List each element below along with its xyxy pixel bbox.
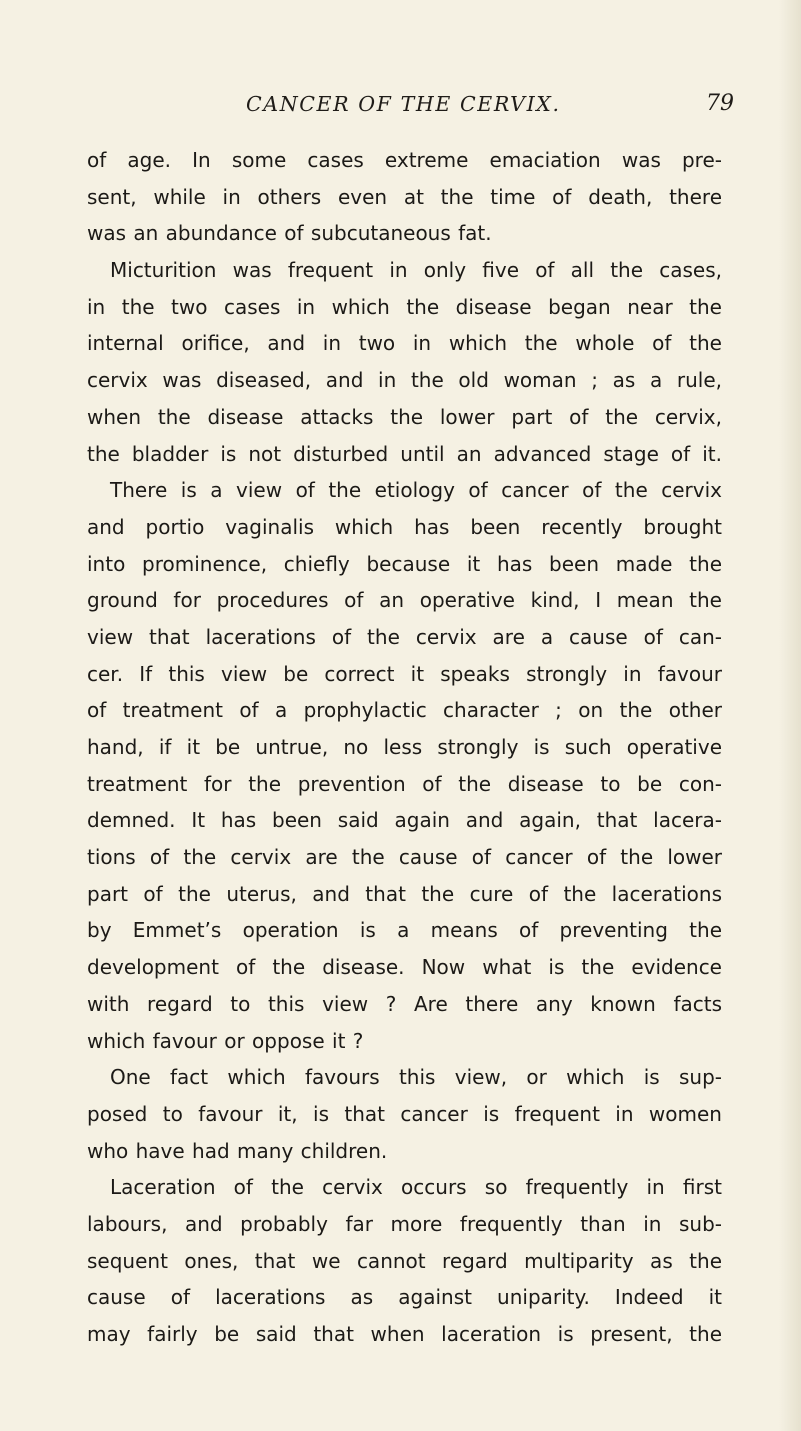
text-line: ground for procedures of an operative kind, I mean the [87,588,722,613]
running-head [0,92,801,126]
text-line: Micturition was frequent in only five of all the cases, [110,258,722,283]
body-text [87,142,722,1353]
text-line: part of the uterus, and that the cure of the lacerations [87,881,722,906]
text-line: treatment for the prevention of the disease to be con- [87,771,722,796]
text-line: of age. In some cases extreme emaciation was pre- [87,148,722,172]
text-line: cause of lacerations as against uniparity. Indeed it [87,1285,722,1310]
text-line: in the two cases in which the disease began near the [87,294,722,319]
text-line: labours, and probably far more frequently than in sub- [87,1211,722,1236]
text-line: view that lacerations of the cervix are a cause of can- [87,624,722,649]
text-line: by Emmet’s operation is a means of preventing the [87,918,722,943]
text-line: hand, if it be untrue, no less strongly is such operative [87,735,722,759]
text-line: with regard to this view ? Are there any known facts [87,991,722,1016]
text-line: of treatment of a prophylactic character ; on the other [87,698,722,723]
text-line: sent, while in others even at the time of death, there [87,184,722,209]
text-line: internal orifice, and in two in which the whole of the [87,331,722,356]
text-line: into prominence, chiefly because it has been made the [87,551,722,576]
text-line: who have had many children. [87,1138,388,1163]
text-line: development of the disease. Now what is the evidence [87,955,722,980]
text-line: tions of the cervix are the cause of cancer of the lower [87,845,722,870]
text-line: Laceration of the cervix occurs so frequently in first [110,1175,722,1200]
text-line: demned. It has been said again and again, that lacera- [87,808,722,833]
page-edge-shadow [779,0,801,1431]
text-line: which favour or oppose it ? [87,1028,364,1053]
running-title: CANCER OF THE CERVIX. [246,92,561,116]
text-line: may fairly be said that when laceration is present, the [87,1322,722,1346]
text-line: and portio vaginalis which has been recently brought [87,514,722,539]
text-line: when the disease attacks the lower part of the cervix, [87,404,722,429]
text-line: posed to favour it, is that cancer is frequent in women [87,1101,722,1126]
text-line: sequent ones, that we cannot regard multiparity as the [87,1248,722,1273]
text-line: cervix was diseased, and in the old woman ; as a rule, [87,368,722,393]
text-line: was an abundance of subcutaneous fat. [87,221,492,246]
text-line: the bladder is not disturbed until an advanced stage of it. [87,441,722,466]
text-line: One fact which favours this view, or which is sup- [110,1065,722,1090]
text-line: cer. If this view be correct it speaks strongly in favour [87,661,722,686]
page-number: 79 [706,91,734,116]
text-line: There is a view of the etiology of cancer of the cervix [110,478,722,503]
